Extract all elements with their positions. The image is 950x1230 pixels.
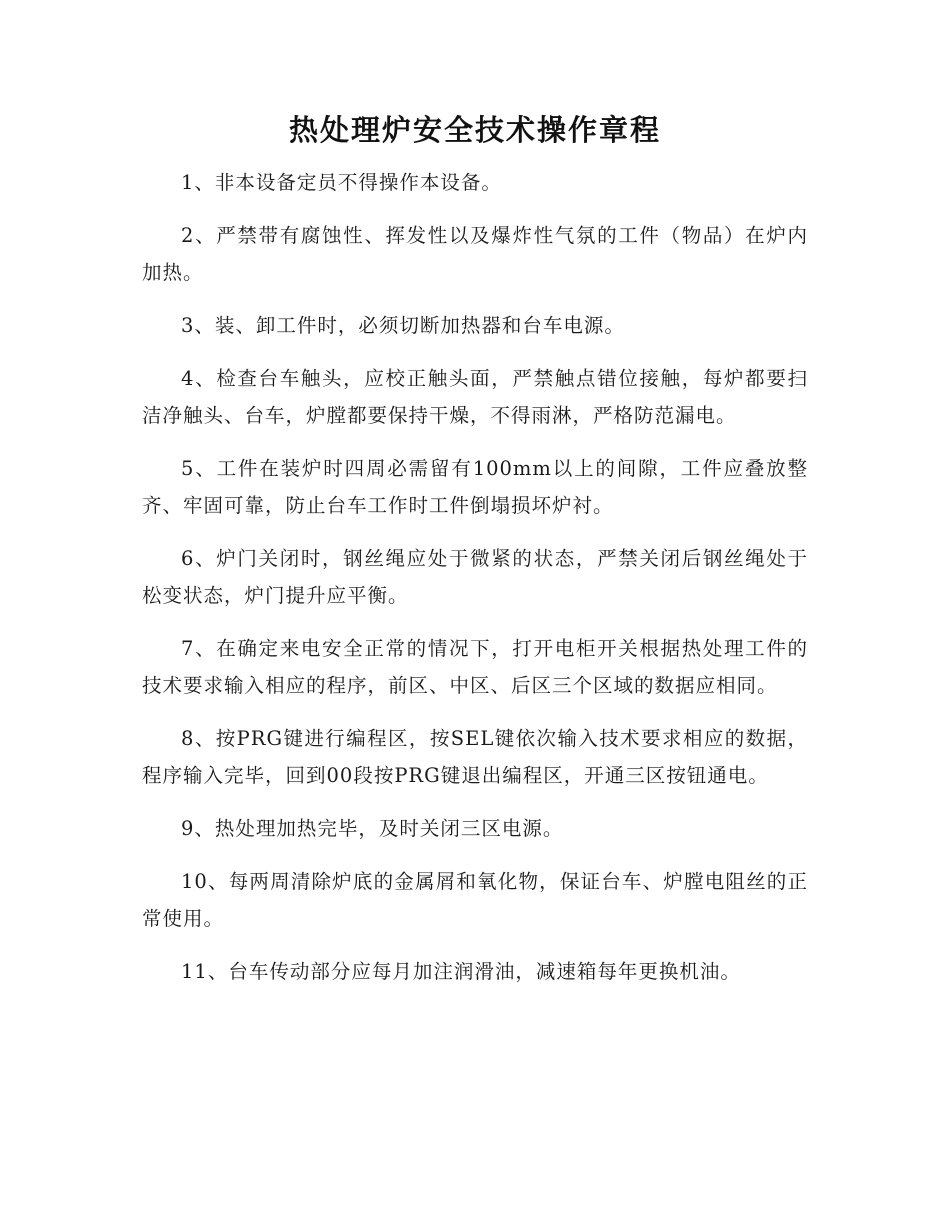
paragraph-4: 4、检查台车触头，应校正触头面，严禁触点错位接触，每炉都要扫洁净触头、台车，炉膛都要保持干燥，不得雨淋，严格防范漏电。 — [142, 367, 808, 427]
paragraph-8: 8、按PRG键进行编程区，按SEL键依次输入技术要求相应的数据，程序输入完毕，回到00段按PRG键退出编程区，开通三区按钮通电。 — [142, 727, 808, 787]
paragraph-11: 11、台车传动部分应每月加注润滑油，减速箱每年更换机油。 — [181, 960, 741, 983]
paragraph-3: 3、装、卸工件时，必须切断加热器和台车电源。 — [181, 314, 625, 337]
paragraph-9: 9、热处理加热完毕，及时关闭三区电源。 — [181, 817, 564, 840]
document-body — [142, 164, 808, 1006]
paragraph-10: 10、每两周清除炉底的金属屑和氧化物，保证台车、炉膛电阻丝的正常使用。 — [142, 870, 808, 930]
document-title: 热处理炉安全技术操作章程 — [288, 113, 661, 147]
paragraph-6: 6、炉门关闭时，钢丝绳应处于微紧的状态，严禁关闭后钢丝绳处于松变状态，炉门提升应平衡。 — [142, 547, 808, 607]
paragraph-5: 5、工件在装炉时四周必需留有100mm以上的间隙，工件应叠放整齐、牢固可靠，防止台车工作时工件倒塌损坏炉衬。 — [142, 457, 808, 517]
paragraph-7: 7、在确定来电安全正常的情况下，打开电柜开关根据热处理工件的技术要求输入相应的程序，前区、中区、后区三个区域的数据应相同。 — [142, 637, 808, 697]
paragraph-2: 2、严禁带有腐蚀性、挥发性以及爆炸性气氛的工件（物品）在炉内加热。 — [142, 224, 808, 284]
paragraph-1: 1、非本设备定员不得操作本设备。 — [181, 171, 502, 194]
